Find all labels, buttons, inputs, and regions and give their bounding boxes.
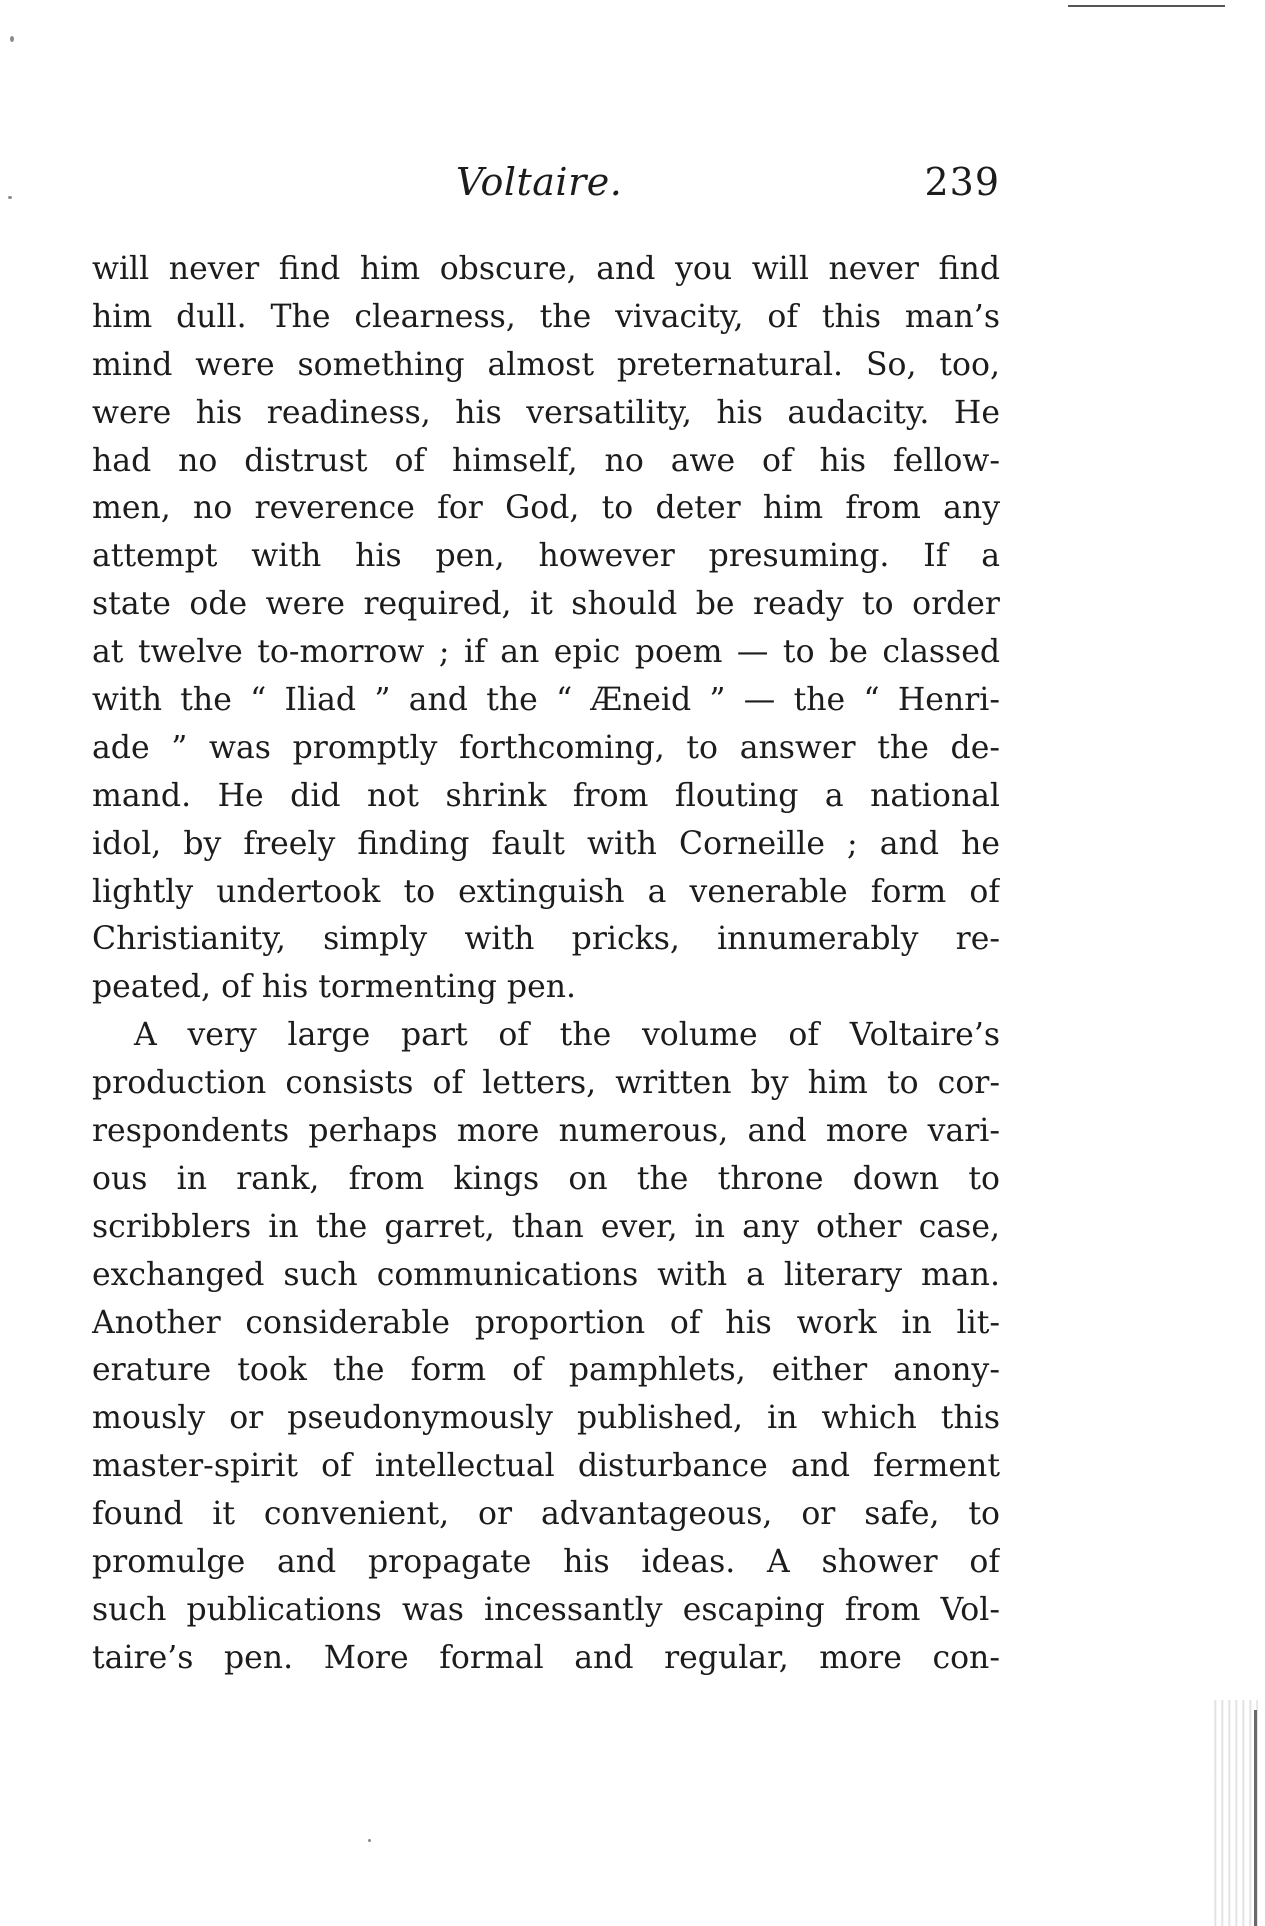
text-line: Another considerable proportion of his work in lit- bbox=[92, 1304, 1000, 1341]
text-line: promulge and propagate his ideas. A shower of bbox=[92, 1544, 1000, 1581]
text-line: at twelve to-morrow ; if an epic poem — to be classed bbox=[92, 634, 1000, 671]
scan-speck bbox=[10, 36, 14, 42]
text-line: mand. He did not shrink from flouting a national bbox=[92, 777, 1000, 814]
page-number: 239 bbox=[924, 160, 1000, 204]
text-line: were his readiness, his versatility, his audacity. He bbox=[92, 394, 1000, 431]
text-line: state ode were required, it should be ready to order bbox=[92, 586, 1000, 623]
text-line: had no distrust of himself, no awe of his fellow- bbox=[92, 442, 1000, 479]
paragraph-first-line: A very large part of the volume of Voltaire’s bbox=[134, 1017, 1000, 1054]
text-line: ade ” was promptly forthcoming, to answer the de- bbox=[92, 729, 1000, 766]
text-line: Christianity, simply with pricks, innumerably re- bbox=[92, 921, 1000, 958]
page-header bbox=[92, 160, 1000, 220]
paragraph-last-line: peated, of his tormenting pen. bbox=[92, 969, 577, 1006]
text-line: exchanged such communications with a literary man. bbox=[92, 1256, 1000, 1293]
text-line: ous in rank, from kings on the throne down to bbox=[92, 1160, 1000, 1197]
text-line: erature took the form of pamphlets, either anony- bbox=[92, 1352, 1000, 1389]
text-line: respondents perhaps more numerous, and more vari- bbox=[92, 1113, 1000, 1150]
text-line: attempt with his pen, however presuming. If a bbox=[92, 538, 1000, 575]
text-line: found it convenient, or advantageous, or safe, to bbox=[92, 1496, 1000, 1533]
scan-speck bbox=[8, 196, 12, 199]
text-line: men, no reverence for God, to deter him from any bbox=[92, 490, 1000, 527]
text-line: with the “ Iliad ” and the “ Æneid ” — the “ Henri- bbox=[92, 682, 1000, 719]
text-line: mously or pseudonymously published, in which this bbox=[92, 1400, 1000, 1437]
text-line: taire’s pen. More formal and regular, more con- bbox=[92, 1639, 1000, 1676]
text-line: such publications was incessantly escaping from Vol- bbox=[92, 1591, 1000, 1628]
top-edge-rule bbox=[1068, 5, 1225, 7]
text-line: him dull. The clearness, the vivacity, of this man’s bbox=[92, 298, 1000, 335]
text-line: mind were something almost preternatural. So, too, bbox=[92, 346, 1000, 383]
binding-edge bbox=[1254, 1710, 1257, 1926]
text-line: lightly undertook to extinguish a venerable form of bbox=[92, 873, 1000, 910]
binding-shadow bbox=[1210, 1700, 1258, 1926]
running-title: Voltaire. bbox=[456, 160, 623, 204]
body-text bbox=[92, 246, 1000, 1683]
text-line: scribblers in the garret, than ever, in any other case, bbox=[92, 1208, 1000, 1245]
text-line: will never find him obscure, and you will never find bbox=[92, 251, 1000, 287]
text-line: idol, by freely finding fault with Corneille ; and he bbox=[92, 825, 1000, 862]
text-line: production consists of letters, written by him to cor- bbox=[92, 1065, 1000, 1102]
text-line: master-spirit of intellectual disturbance and ferment bbox=[92, 1448, 1000, 1485]
scan-speck bbox=[368, 1839, 371, 1842]
